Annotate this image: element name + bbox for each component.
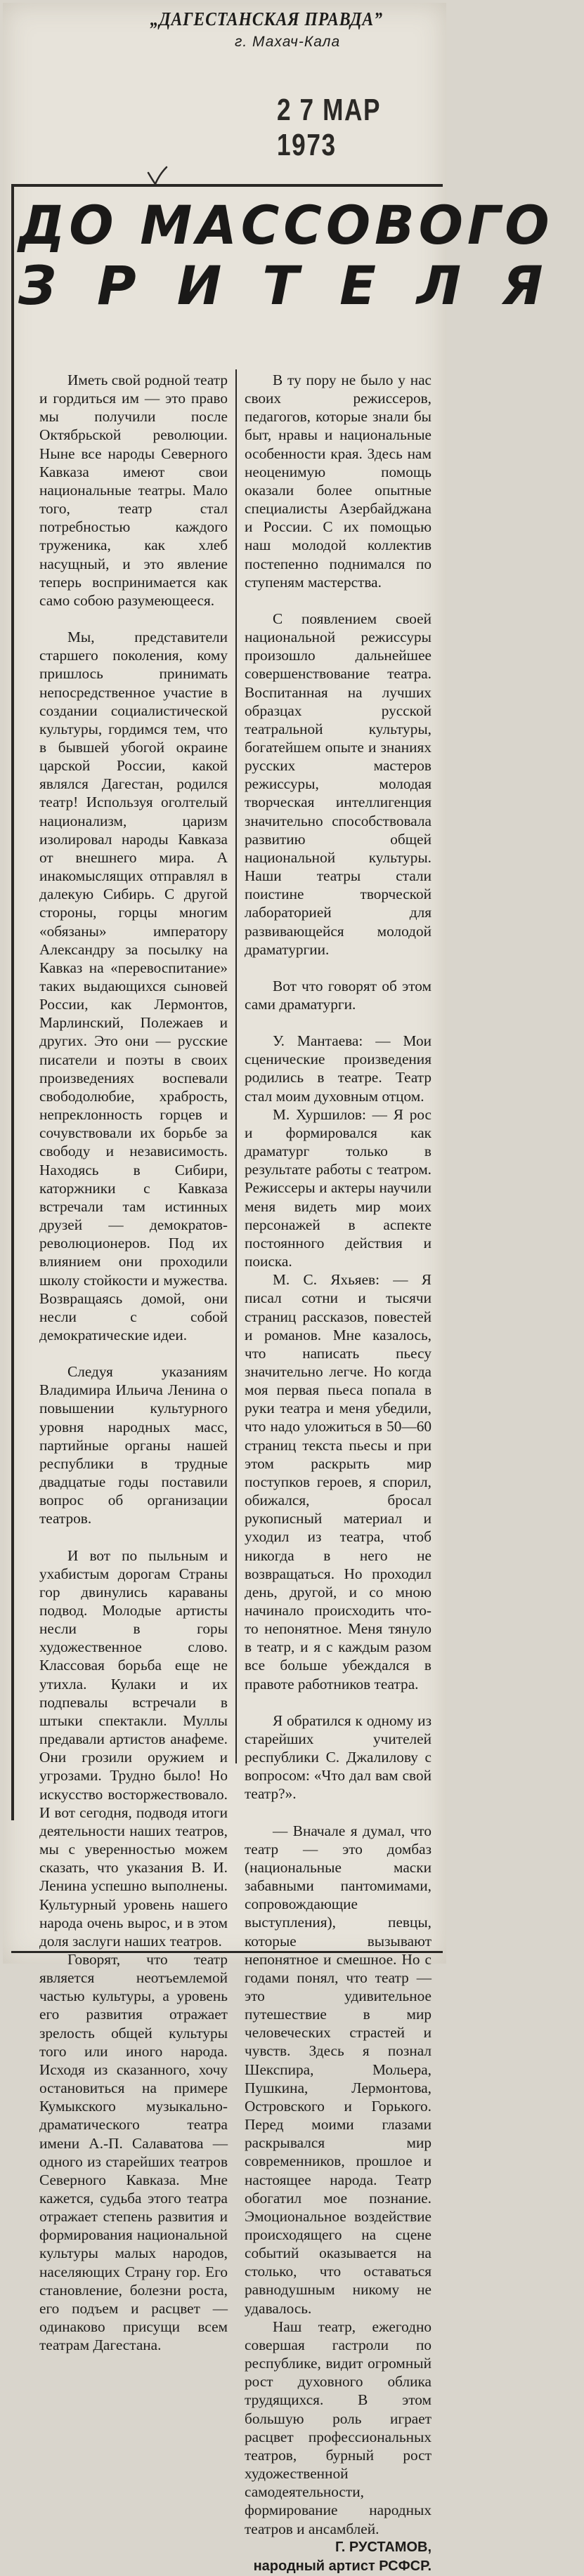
quote-khurshilov: М. Хуршилов: — Я рос и формировался как драматург только в результате работы с театром. Режиссеры и актеры научили меня видеть мир моих персонажей в аспекте постоянного действия и поиска. [245,1105,431,1270]
article-paragraph: Мы, представители старшего поколения, кому пришлось принимать непосредственное участие в создании социалистической культуры, гордимся тем, что в бывшей убогой окраине царской России, какой являлся Дагестан, родился театр! Используя оголтелый национализм, царизм изолировал народы Кавказа от внешнего мира. А инакомыслящих отправлял в далекую Сибирь. С другой стороны, горцы многим «обязаны» императору Александру за посылку на Кавказ на «перевоспитание» таких выдающихся сыновей России, как Лермонтов, Марлинский, Полежаев и других. Это они — русские писатели и поэты в своих произведениях воспевали свободолюбие, храбрость, непреклонность горцев и сочувствовали их борьбе за свободу и независимость. Находясь в Сибири, каторжники с Кавказа встречали там истинных друзей — демократов-революционеров. Под их влиянием они проходили школу стойкости и мужества. Возвращаясь домой, они несли с собой демократические идеи. [39,629,228,1343]
article-paragraph: Наш театр, ежегодно совершая гастроли по республике, видит огромный рост духовного облика трудящихся. В этом большую роль играет расцвет профессиональных театров, бурный рост художественной самодеятельности, формирование народных театров и ансамблей. [245,2318,431,2537]
headline-line-2: ЗРИТЕЛЯ [18,254,584,317]
city-line: г. Махач-Кала [235,34,341,50]
article-paragraph: Иметь свой родной театр и гордиться им — это право мы получили после Октябрьской революции. Ныне все народы Северного Кавказа имеют свои национальные театры. Мало того, театр стал потребностью каждого труженика, как хлеб насущный, и это явление теперь воспринимается как само собою разумеющееся. [39,372,228,609]
column-divider [235,369,237,1763]
author-title: народный артист РСФСР. [253,2558,431,2574]
article-column-1 [39,371,228,2354]
headline-rule-left [11,184,14,1820]
article-paragraph: Я обратился к одному из старейших учителей республики С. Джалилову с вопросом: «Что дал вам свой театр?». [245,1711,431,1803]
article-column-2 [245,371,431,2576]
article-paragraph: С появлением своей национальной режиссуры произошло дальнейшее совершенствование театра. Воспитанная на лучших образцах русской театральной культуры, богатейшем опыте и знаниях русских мастеров режиссуры, молодая творческая интеллигенция значительно способствовала развитию общей национальной культуры. Наши театры стали поистине творческой лабораторией для развивающейся молодой драматургии. [245,610,431,958]
article-paragraph: В ту пору не было у нас своих режиссеров, педагогов, которые знали бы быт, нравы и национальные особенности края. Здесь нам неоценимую помощь оказали более опытные специалисты Азербайджана и России. С их помощью наш молодой коллектив постепенно поднимался по ступеням мастерства. [245,372,431,591]
article-paragraph: И вот по пыльным и ухабистым дорогам Страны гор двинулись караваны подвод. Молодые артисты несли в горы художественное слово. Классовая борьба еще не утихла. Кулаки и их подпевалы встречали в штыки спектакли. Муллы предавали артистов анафеме. Они грозили оружием и угрозами. Трудно было! Но искусство восторжествовало. И вот сегодня, подводя итоги деятельности наших театров, мы с уверенностью можем сказать, что указания В. И. Ленина успешно выполнены. Культурный уровень нашего народа очень вырос, и в этом доля заслуги наших театров. [39,1546,228,1950]
headline [18,194,584,320]
check-mark-icon [147,166,168,185]
newspaper-clipping [3,3,584,2574]
headline-rule-top [11,184,443,187]
article-paragraph: Следуя указаниям Владимира Ильича Ленина о повышении культурного уровня народных масс, партийные органы нашей республики в трудные двадцатые годы поставили вопрос об организации театров. [39,1363,228,1527]
newspaper-name: „ДАГЕСТАНСКАЯ ПРАВДА” [150,8,384,29]
masthead [3,8,446,30]
article-paragraph: Говорят, что театр является неотъемлемой частью культуры, а уровень его развития отражает зрелость общей культуры того или иного народа. Исходя из сказанного, хочу остановиться на примере Кумыкского музыкально-драматического театра имени А.-П. Салаватова — одного из старейших театров Северного Кавказа. Мне кажется, судьба этого театра отражает степень развития и формирования национальной культуры малых народов, населяющих Страну гор. Его становление, болезни роста, его подъем и расцвет — одинаково присущи всем театрам Дагестана. [39,1950,228,2354]
quote-yakhyaev: М. С. Яхьяев: — Я писал сотни и тысячи страниц рассказов, повестей и романов. Мне казалось, что написать пьесу значительно легче. Но когда моя первая пьеса попала в руки театра и меня убедили, что надо уложиться в 50—60 страниц текста пьесы и при этом раскрыть мир поступков героев, я спорил, обижался, бросал рукописный материал и уходил из театра, чтоб никогда в него не возвращаться. Но проходил день, другой, и со мною начинало происходить что-то непонятное. Меня тянуло в театр, и я с каждым разом все больше убеждался в правоте работников театра. [245,1271,431,1693]
quote-dzhalilov: — Вначале я думал, что театр — это домбаз (национальные маски забавными пантомимами, сопровождающие выступления), певцы, которые вызывают непонятное и смешное. Но с годами понял, что театр — это удивительное путешествие в мир человеческих страстей и чувств. Здесь я познал Шекспира, Мольера, Пушкина, Лермонтова, Островского и Горького. Перед моими глазами раскрывался мир современников, прошлое и настоящее народа. Театр обогатил мое познание. Эмоциональное воздействие происходящего на сцене событий оказывается на столько, что оставаться равнодушным никому не удавалось. [245,1822,431,2317]
author-signature: Г. РУСТАМОВ, [335,2539,431,2555]
quote-mantaeva: У. Мантаева: — Мои сценические произведения родились в театре. Театр стал моим духовным отцом. [245,1032,431,1105]
date-stamp: 2 7 МАР 1973 [277,93,382,162]
article-paragraph: Вот что говорят об этом сами драматурги. [245,977,431,1013]
headline-line-1: ДО МАССОВОГО [18,194,554,256]
